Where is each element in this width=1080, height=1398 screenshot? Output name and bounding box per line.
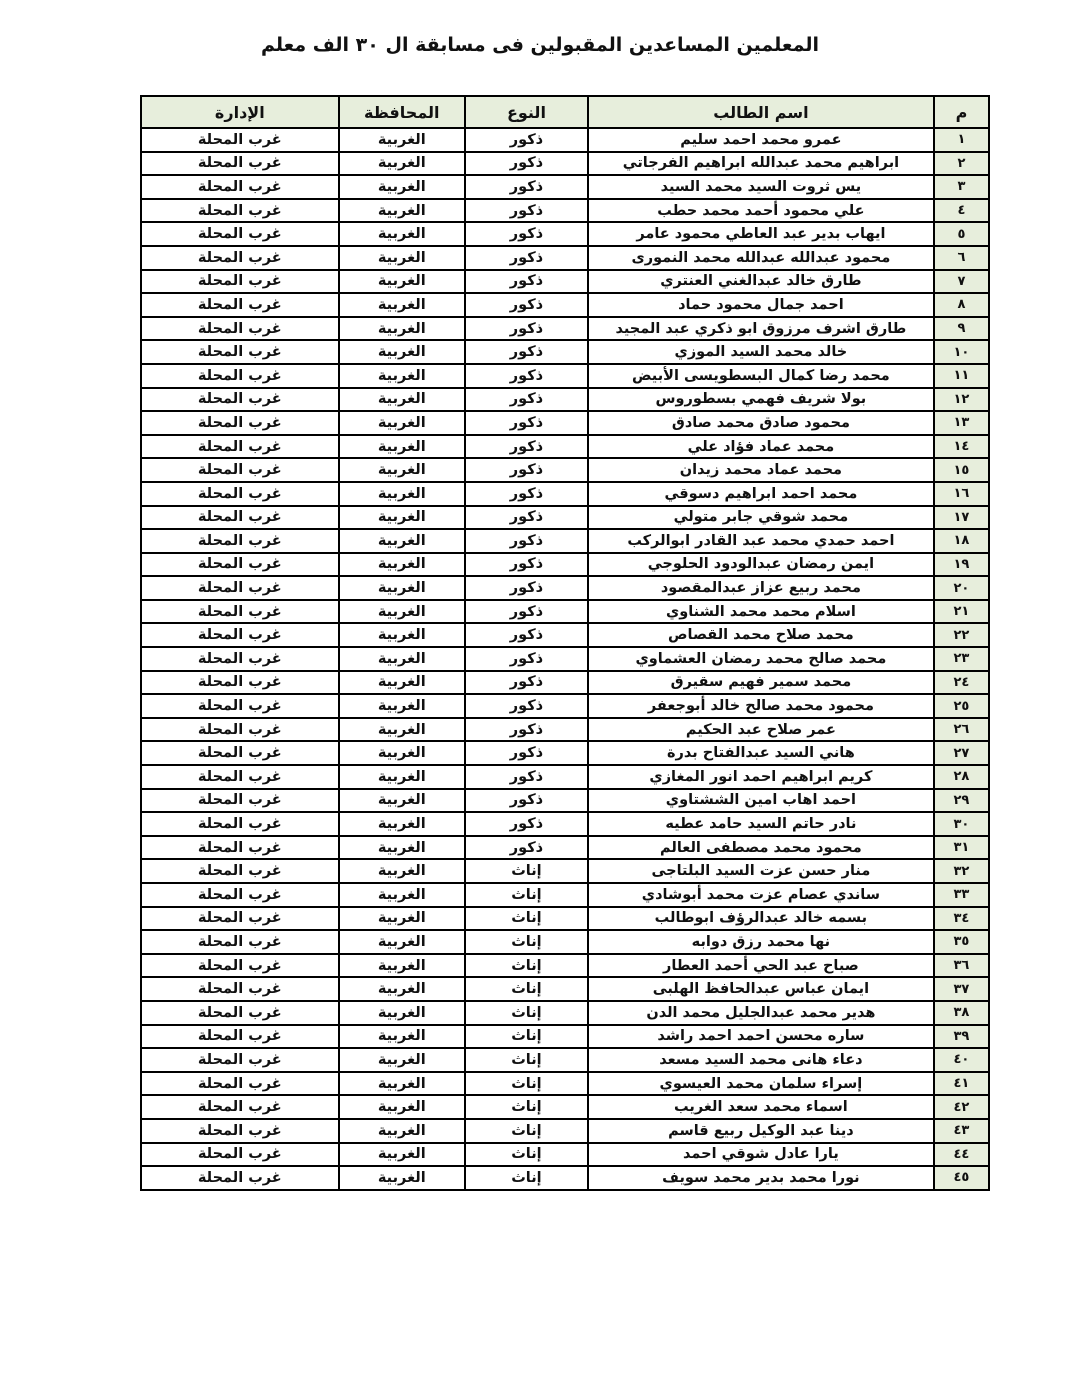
department-cell: غرب المحلة bbox=[141, 836, 339, 860]
department-cell: غرب المحلة bbox=[141, 152, 339, 176]
gender-cell: ذكور bbox=[465, 694, 588, 718]
gender-cell: ذكور bbox=[465, 789, 588, 813]
student-name-cell: محمود محمد صالح خالد أبوجعفر bbox=[588, 694, 934, 718]
row-number-cell: ٢ bbox=[934, 152, 989, 176]
department-cell: غرب المحلة bbox=[141, 694, 339, 718]
governorate-cell: الغربية bbox=[339, 836, 465, 860]
teachers-table bbox=[140, 95, 990, 1191]
table-row bbox=[141, 340, 989, 364]
row-number-cell: ٣٨ bbox=[934, 1001, 989, 1025]
gender-cell: إناث bbox=[465, 977, 588, 1001]
gender-cell: ذكور bbox=[465, 152, 588, 176]
row-number-cell: ٣١ bbox=[934, 836, 989, 860]
department-cell: غرب المحلة bbox=[141, 175, 339, 199]
gender-cell: ذكور bbox=[465, 199, 588, 223]
row-number-cell: ٧ bbox=[934, 270, 989, 294]
row-number-cell: ١٧ bbox=[934, 506, 989, 530]
student-name-cell: محمود عبدالله عبدالله محمد النمورى bbox=[588, 246, 934, 270]
row-number-cell: ١١ bbox=[934, 364, 989, 388]
governorate-cell: الغربية bbox=[339, 340, 465, 364]
row-number-cell: ٤٥ bbox=[934, 1166, 989, 1190]
row-number-cell: ٣٣ bbox=[934, 883, 989, 907]
row-number-cell: ٢٠ bbox=[934, 576, 989, 600]
row-number-cell: ٣٧ bbox=[934, 977, 989, 1001]
governorate-cell: الغربية bbox=[339, 1048, 465, 1072]
row-number-cell: ٤١ bbox=[934, 1072, 989, 1096]
student-name-cell: علي محمود أحمد محمد حطب bbox=[588, 199, 934, 223]
department-cell: غرب المحلة bbox=[141, 718, 339, 742]
department-cell: غرب المحلة bbox=[141, 600, 339, 624]
row-number-cell: ٣ bbox=[934, 175, 989, 199]
governorate-cell: الغربية bbox=[339, 1025, 465, 1049]
governorate-cell: الغربية bbox=[339, 671, 465, 695]
row-number-cell: ٩ bbox=[934, 317, 989, 341]
governorate-cell: الغربية bbox=[339, 553, 465, 577]
gender-cell: ذكور bbox=[465, 836, 588, 860]
student-name-cell: طارق اشرف مرزوق ابو ذكري عبد المجيد bbox=[588, 317, 934, 341]
department-cell: غرب المحلة bbox=[141, 1095, 339, 1119]
student-name-cell: إسراء سلمان محمد العيسوي bbox=[588, 1072, 934, 1096]
department-cell: غرب المحلة bbox=[141, 199, 339, 223]
governorate-cell: الغربية bbox=[339, 930, 465, 954]
student-name-cell: محمود محمد مصطفى العالم bbox=[588, 836, 934, 860]
table-row bbox=[141, 1001, 989, 1025]
table-row bbox=[141, 718, 989, 742]
governorate-cell: الغربية bbox=[339, 175, 465, 199]
student-name-cell: اسماء محمد سعد الغريب bbox=[588, 1095, 934, 1119]
department-cell: غرب المحلة bbox=[141, 1072, 339, 1096]
department-cell: غرب المحلة bbox=[141, 222, 339, 246]
student-name-cell: محمد شوقي جابر متولي bbox=[588, 506, 934, 530]
table-row bbox=[141, 623, 989, 647]
student-name-cell: ابراهيم محمد عبدالله ابراهيم الفرجاتي bbox=[588, 152, 934, 176]
table-row bbox=[141, 364, 989, 388]
table-row bbox=[141, 529, 989, 553]
department-cell: غرب المحلة bbox=[141, 576, 339, 600]
row-number-cell: ٥ bbox=[934, 222, 989, 246]
row-number-cell: ١٥ bbox=[934, 458, 989, 482]
table-row bbox=[141, 1025, 989, 1049]
gender-cell: إناث bbox=[465, 1072, 588, 1096]
gender-cell: إناث bbox=[465, 1119, 588, 1143]
row-number-cell: ١٤ bbox=[934, 435, 989, 459]
student-name-cell: ايمن رمضان عبدالودود الحلوجي bbox=[588, 553, 934, 577]
table-row bbox=[141, 836, 989, 860]
governorate-cell: الغربية bbox=[339, 576, 465, 600]
governorate-cell: الغربية bbox=[339, 647, 465, 671]
table-row bbox=[141, 411, 989, 435]
governorate-cell: الغربية bbox=[339, 883, 465, 907]
row-number-cell: ٢٢ bbox=[934, 623, 989, 647]
row-number-cell: ٣٩ bbox=[934, 1025, 989, 1049]
table-row bbox=[141, 741, 989, 765]
department-cell: غرب المحلة bbox=[141, 647, 339, 671]
gender-cell: ذكور bbox=[465, 506, 588, 530]
gender-cell: ذكور bbox=[465, 812, 588, 836]
gender-cell: ذكور bbox=[465, 576, 588, 600]
governorate-cell: الغربية bbox=[339, 152, 465, 176]
department-cell: غرب المحلة bbox=[141, 340, 339, 364]
row-number-cell: ١٠ bbox=[934, 340, 989, 364]
student-name-cell: احمد اهاب امين الششتاوي bbox=[588, 789, 934, 813]
table-row bbox=[141, 175, 989, 199]
gender-cell: ذكور bbox=[465, 317, 588, 341]
gender-cell: ذكور bbox=[465, 718, 588, 742]
student-name-cell: اسلام محمد محمد الشناوي bbox=[588, 600, 934, 624]
row-number-cell: ١ bbox=[934, 128, 989, 152]
gender-cell: ذكور bbox=[465, 458, 588, 482]
row-number-cell: ٤٢ bbox=[934, 1095, 989, 1119]
row-number-cell: ٤٣ bbox=[934, 1119, 989, 1143]
student-name-cell: هاني السيد عبدالفتاح بدرة bbox=[588, 741, 934, 765]
row-number-cell: ٢٨ bbox=[934, 765, 989, 789]
row-number-cell: ٣٦ bbox=[934, 954, 989, 978]
gender-cell: إناث bbox=[465, 1166, 588, 1190]
department-cell: غرب المحلة bbox=[141, 506, 339, 530]
student-name-cell: هدير محمد عبدالجليل محمد الدن bbox=[588, 1001, 934, 1025]
gender-cell: إناث bbox=[465, 859, 588, 883]
gender-cell: ذكور bbox=[465, 623, 588, 647]
governorate-cell: الغربية bbox=[339, 907, 465, 931]
table-row bbox=[141, 907, 989, 931]
department-cell: غرب المحلة bbox=[141, 741, 339, 765]
header-student-name: اسم الطالب bbox=[588, 96, 934, 128]
governorate-cell: الغربية bbox=[339, 789, 465, 813]
row-number-cell: ٤ bbox=[934, 199, 989, 223]
row-number-cell: ٣٠ bbox=[934, 812, 989, 836]
governorate-cell: الغربية bbox=[339, 718, 465, 742]
table-row bbox=[141, 1048, 989, 1072]
student-name-cell: نادر حاتم السيد حامد عطيه bbox=[588, 812, 934, 836]
table-row bbox=[141, 388, 989, 412]
student-name-cell: محمد رضا كمال البسطويسى الأبيض bbox=[588, 364, 934, 388]
student-name-cell: دعاء هانى محمد السيد مسعد bbox=[588, 1048, 934, 1072]
table-row bbox=[141, 977, 989, 1001]
table-row bbox=[141, 458, 989, 482]
table-row bbox=[141, 435, 989, 459]
table-row bbox=[141, 930, 989, 954]
governorate-cell: الغربية bbox=[339, 1166, 465, 1190]
gender-cell: ذكور bbox=[465, 765, 588, 789]
department-cell: غرب المحلة bbox=[141, 1119, 339, 1143]
student-name-cell: بسمه خالد عبدالرؤف ابوطالب bbox=[588, 907, 934, 931]
governorate-cell: الغربية bbox=[339, 529, 465, 553]
governorate-cell: الغربية bbox=[339, 199, 465, 223]
row-number-cell: ٨ bbox=[934, 293, 989, 317]
gender-cell: إناث bbox=[465, 930, 588, 954]
row-number-cell: ٢٧ bbox=[934, 741, 989, 765]
department-cell: غرب المحلة bbox=[141, 1048, 339, 1072]
table-row bbox=[141, 293, 989, 317]
department-cell: غرب المحلة bbox=[141, 1001, 339, 1025]
student-name-cell: خالد محمد السيد الموزي bbox=[588, 340, 934, 364]
row-number-cell: ٢٥ bbox=[934, 694, 989, 718]
governorate-cell: الغربية bbox=[339, 600, 465, 624]
gender-cell: ذكور bbox=[465, 671, 588, 695]
student-name-cell: محمود صادق محمد صادق bbox=[588, 411, 934, 435]
row-number-cell: ٤٤ bbox=[934, 1143, 989, 1167]
department-cell: غرب المحلة bbox=[141, 789, 339, 813]
gender-cell: ذكور bbox=[465, 435, 588, 459]
gender-cell: إناث bbox=[465, 883, 588, 907]
student-name-cell: محمد عماد فؤاد علي bbox=[588, 435, 934, 459]
governorate-cell: الغربية bbox=[339, 977, 465, 1001]
department-cell: غرب المحلة bbox=[141, 553, 339, 577]
governorate-cell: الغربية bbox=[339, 246, 465, 270]
table-row bbox=[141, 576, 989, 600]
department-cell: غرب المحلة bbox=[141, 812, 339, 836]
header-number: م bbox=[934, 96, 989, 128]
table-row bbox=[141, 152, 989, 176]
student-name-cell: محمد ربيع عزاز عبدالمقصود bbox=[588, 576, 934, 600]
gender-cell: ذكور bbox=[465, 482, 588, 506]
student-name-cell: صباح عبد الحي أحمد العطار bbox=[588, 954, 934, 978]
table-row bbox=[141, 199, 989, 223]
governorate-cell: الغربية bbox=[339, 859, 465, 883]
governorate-cell: الغربية bbox=[339, 293, 465, 317]
row-number-cell: ١٩ bbox=[934, 553, 989, 577]
student-name-cell: كريم ابراهيم احمد انور المغازي bbox=[588, 765, 934, 789]
student-name-cell: محمد عماد محمد زيدان bbox=[588, 458, 934, 482]
governorate-cell: الغربية bbox=[339, 364, 465, 388]
table-row bbox=[141, 317, 989, 341]
student-name-cell: احمد حمدي محمد عبد القادر ابوالركب bbox=[588, 529, 934, 553]
governorate-cell: الغربية bbox=[339, 1072, 465, 1096]
governorate-cell: الغربية bbox=[339, 741, 465, 765]
row-number-cell: ٣٥ bbox=[934, 930, 989, 954]
gender-cell: ذكور bbox=[465, 293, 588, 317]
table-row bbox=[141, 954, 989, 978]
governorate-cell: الغربية bbox=[339, 1119, 465, 1143]
governorate-cell: الغربية bbox=[339, 1001, 465, 1025]
gender-cell: ذكور bbox=[465, 600, 588, 624]
department-cell: غرب المحلة bbox=[141, 388, 339, 412]
student-name-cell: طارق خالد عبدالغني العنتري bbox=[588, 270, 934, 294]
table-row bbox=[141, 694, 989, 718]
gender-cell: ذكور bbox=[465, 364, 588, 388]
gender-cell: إناث bbox=[465, 1001, 588, 1025]
student-name-cell: ايهاب بدير عبد العاطي محمود عامر bbox=[588, 222, 934, 246]
governorate-cell: الغربية bbox=[339, 506, 465, 530]
row-number-cell: ١٦ bbox=[934, 482, 989, 506]
gender-cell: ذكور bbox=[465, 270, 588, 294]
row-number-cell: ١٣ bbox=[934, 411, 989, 435]
row-number-cell: ١٢ bbox=[934, 388, 989, 412]
student-name-cell: بولا شريف فهمي بسطوروس bbox=[588, 388, 934, 412]
row-number-cell: ٢١ bbox=[934, 600, 989, 624]
governorate-cell: الغربية bbox=[339, 388, 465, 412]
governorate-cell: الغربية bbox=[339, 623, 465, 647]
department-cell: غرب المحلة bbox=[141, 883, 339, 907]
gender-cell: إناث bbox=[465, 907, 588, 931]
table-row bbox=[141, 482, 989, 506]
row-number-cell: ٣٤ bbox=[934, 907, 989, 931]
gender-cell: إناث bbox=[465, 1143, 588, 1167]
student-name-cell: عمر صلاح عبد الحكيم bbox=[588, 718, 934, 742]
governorate-cell: الغربية bbox=[339, 128, 465, 152]
table-row bbox=[141, 128, 989, 152]
gender-cell: ذكور bbox=[465, 246, 588, 270]
table-row bbox=[141, 883, 989, 907]
table-row bbox=[141, 671, 989, 695]
gender-cell: ذكور bbox=[465, 340, 588, 364]
department-cell: غرب المحلة bbox=[141, 859, 339, 883]
department-cell: غرب المحلة bbox=[141, 293, 339, 317]
gender-cell: إناث bbox=[465, 954, 588, 978]
row-number-cell: ٢٣ bbox=[934, 647, 989, 671]
student-name-cell: محمد سمير فهيم سقيرق bbox=[588, 671, 934, 695]
table-row bbox=[141, 270, 989, 294]
governorate-cell: الغربية bbox=[339, 482, 465, 506]
department-cell: غرب المحلة bbox=[141, 482, 339, 506]
governorate-cell: الغربية bbox=[339, 765, 465, 789]
student-name-cell: دينا عبد الوكيل ربيع قاسم bbox=[588, 1119, 934, 1143]
table-row bbox=[141, 222, 989, 246]
department-cell: غرب المحلة bbox=[141, 1166, 339, 1190]
department-cell: غرب المحلة bbox=[141, 128, 339, 152]
gender-cell: ذكور bbox=[465, 222, 588, 246]
student-name-cell: نها محمد رزق دوابه bbox=[588, 930, 934, 954]
table-row bbox=[141, 506, 989, 530]
department-cell: غرب المحلة bbox=[141, 954, 339, 978]
governorate-cell: الغربية bbox=[339, 317, 465, 341]
table-row bbox=[141, 647, 989, 671]
student-name-cell: منار حسن عزت السيد البلتاجى bbox=[588, 859, 934, 883]
governorate-cell: الغربية bbox=[339, 222, 465, 246]
department-cell: غرب المحلة bbox=[141, 977, 339, 1001]
governorate-cell: الغربية bbox=[339, 1143, 465, 1167]
gender-cell: ذكور bbox=[465, 388, 588, 412]
gender-cell: ذكور bbox=[465, 741, 588, 765]
table-row bbox=[141, 246, 989, 270]
row-number-cell: ١٨ bbox=[934, 529, 989, 553]
governorate-cell: الغربية bbox=[339, 411, 465, 435]
table-row bbox=[141, 1072, 989, 1096]
student-name-cell: محمد صالح محمد رمضان العشماوي bbox=[588, 647, 934, 671]
department-cell: غرب المحلة bbox=[141, 435, 339, 459]
gender-cell: ذكور bbox=[465, 128, 588, 152]
student-name-cell: عمرو محمد احمد سليم bbox=[588, 128, 934, 152]
department-cell: غرب المحلة bbox=[141, 458, 339, 482]
student-name-cell: احمد جمال محمود حماد bbox=[588, 293, 934, 317]
department-cell: غرب المحلة bbox=[141, 364, 339, 388]
page-title: المعلمين المساعدين المقبولين فى مسابقة ال ٣٠ الف معلم bbox=[261, 34, 819, 56]
governorate-cell: الغربية bbox=[339, 435, 465, 459]
gender-cell: ذكور bbox=[465, 647, 588, 671]
department-cell: غرب المحلة bbox=[141, 765, 339, 789]
table-header-row bbox=[141, 96, 989, 128]
student-name-cell: يس ثروت السيد محمد السيد bbox=[588, 175, 934, 199]
gender-cell: ذكور bbox=[465, 553, 588, 577]
department-cell: غرب المحلة bbox=[141, 246, 339, 270]
table-row bbox=[141, 859, 989, 883]
governorate-cell: الغربية bbox=[339, 458, 465, 482]
gender-cell: ذكور bbox=[465, 411, 588, 435]
department-cell: غرب المحلة bbox=[141, 930, 339, 954]
student-name-cell: يارا عادل شوقي احمد bbox=[588, 1143, 934, 1167]
student-name-cell: ايمان عباس عبدالحافظ الهلبى bbox=[588, 977, 934, 1001]
student-name-cell: محمد احمد ابراهيم دسوقي bbox=[588, 482, 934, 506]
row-number-cell: ٦ bbox=[934, 246, 989, 270]
table-row bbox=[141, 789, 989, 813]
student-name-cell: ساره محسن احمد احمد راشد bbox=[588, 1025, 934, 1049]
department-cell: غرب المحلة bbox=[141, 1025, 339, 1049]
governorate-cell: الغربية bbox=[339, 1095, 465, 1119]
table-row bbox=[141, 765, 989, 789]
governorate-cell: الغربية bbox=[339, 270, 465, 294]
department-cell: غرب المحلة bbox=[141, 1143, 339, 1167]
table-row bbox=[141, 1143, 989, 1167]
department-cell: غرب المحلة bbox=[141, 907, 339, 931]
row-number-cell: ٢٦ bbox=[934, 718, 989, 742]
table-row bbox=[141, 1166, 989, 1190]
table-row bbox=[141, 812, 989, 836]
department-cell: غرب المحلة bbox=[141, 623, 339, 647]
gender-cell: إناث bbox=[465, 1095, 588, 1119]
student-name-cell: محمد صلاح محمد القصاص bbox=[588, 623, 934, 647]
gender-cell: إناث bbox=[465, 1025, 588, 1049]
governorate-cell: الغربية bbox=[339, 694, 465, 718]
header-governorate: المحافظة bbox=[339, 96, 465, 128]
gender-cell: ذكور bbox=[465, 529, 588, 553]
table-row bbox=[141, 1119, 989, 1143]
table-row bbox=[141, 600, 989, 624]
row-number-cell: ٤٠ bbox=[934, 1048, 989, 1072]
row-number-cell: ٢٤ bbox=[934, 671, 989, 695]
table-row bbox=[141, 1095, 989, 1119]
governorate-cell: الغربية bbox=[339, 812, 465, 836]
department-cell: غرب المحلة bbox=[141, 411, 339, 435]
department-cell: غرب المحلة bbox=[141, 529, 339, 553]
row-number-cell: ٣٢ bbox=[934, 859, 989, 883]
department-cell: غرب المحلة bbox=[141, 317, 339, 341]
table-row bbox=[141, 553, 989, 577]
header-department: الإدارة bbox=[141, 96, 339, 128]
gender-cell: ذكور bbox=[465, 175, 588, 199]
department-cell: غرب المحلة bbox=[141, 270, 339, 294]
row-number-cell: ٢٩ bbox=[934, 789, 989, 813]
student-name-cell: نورا محمد بدير محمد سويف bbox=[588, 1166, 934, 1190]
gender-cell: إناث bbox=[465, 1048, 588, 1072]
header-gender: النوع bbox=[465, 96, 588, 128]
student-name-cell: ساندي عصام عزت محمد أبوشادي bbox=[588, 883, 934, 907]
department-cell: غرب المحلة bbox=[141, 671, 339, 695]
governorate-cell: الغربية bbox=[339, 954, 465, 978]
